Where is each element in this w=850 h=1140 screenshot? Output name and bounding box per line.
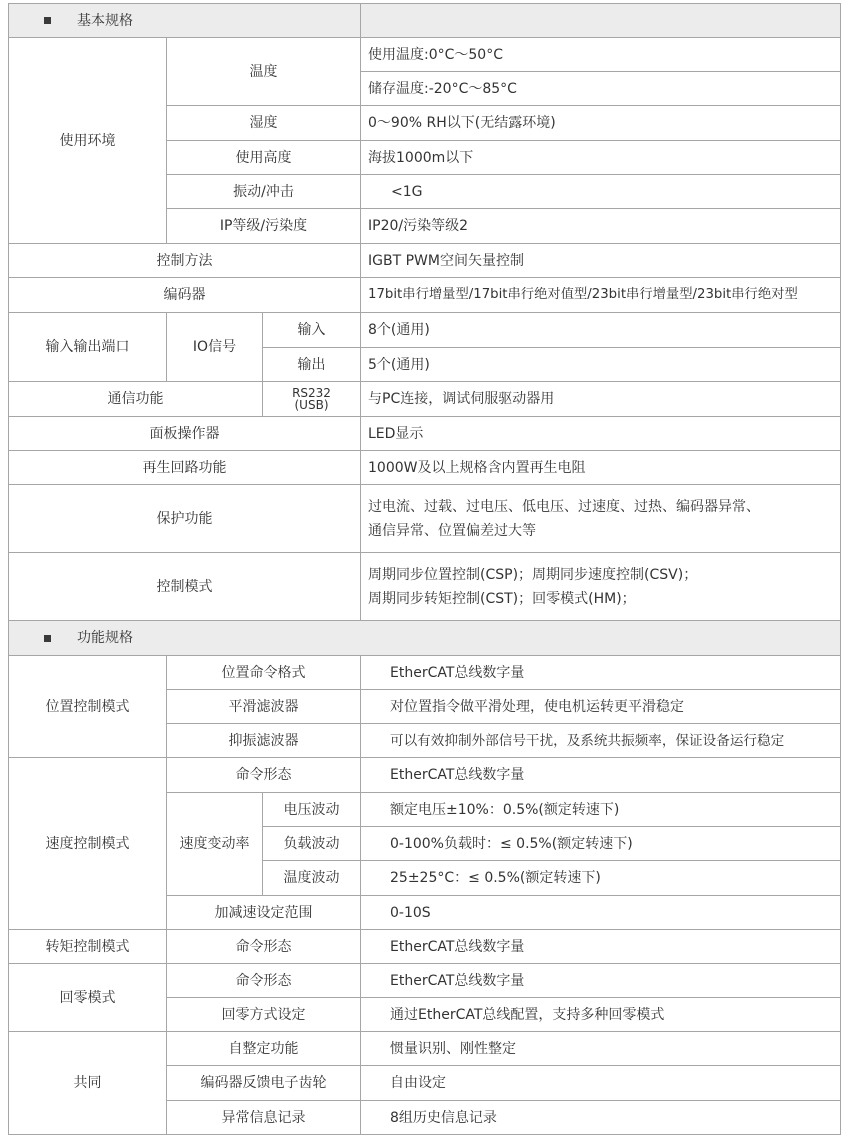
item-value-temp-use: 使用温度:0°C～50°C [360,37,841,72]
vibration-text: <1G [391,183,423,200]
item-value-ip: IP20/污染等级2 [360,208,841,244]
row-label-common: 共同 [8,1031,167,1135]
row-label-comm: 通信功能 [8,381,263,417]
row-label-mode: 控制模式 [8,552,361,621]
pos-cmd-label: 位置命令格式 [166,655,361,690]
protect-line1: 过电流、过载、过电压、低电压、过速度、过热、编码器异常、 [368,498,760,515]
io-output-value: 5个(通用) [360,347,841,382]
speed-var-label: 速度变动率 [166,792,263,896]
home-cmd-value: EtherCAT总线数字量 [360,963,841,998]
mode-line2: 周期同步转矩控制(CST)；回零模式(HM)； [368,590,636,607]
encoder-text: 17bit串行增量型/17bit串行绝对值型/23bit串行增量型/23bit串行绝对型 [368,287,798,302]
pos-smooth-value: 对位置指令做平滑处理，使电机运转更平滑稳定 [360,689,841,724]
square-bullet-icon [44,635,51,642]
common-alarm-label: 异常信息记录 [166,1100,361,1135]
row-label-regen: 再生回路功能 [8,450,361,485]
row-label-env: 使用环境 [8,37,167,244]
home-method-value: 通过EtherCAT总线配置，支持多种回零模式 [360,997,841,1032]
item-label-vibration: 振动/冲击 [166,174,361,209]
section-title: 功能规格 [77,630,133,646]
comm-port-label [262,381,361,417]
row-value-encoder [360,277,841,313]
section-header-blank [360,3,841,38]
square-bullet-icon [44,17,51,24]
item-value-altitude: 海拔1000m以下 [360,140,841,175]
speed-accel-label: 加减速设定范围 [166,895,361,930]
pos-smooth-label: 平滑滤波器 [166,689,361,724]
io-input-label: 输入 [262,312,361,348]
row-label-protect: 保护功能 [8,484,361,553]
section-header-basic [8,3,361,38]
row-value-mode [360,552,841,621]
common-alarm-value: 8组历史信息记录 [360,1100,841,1135]
section-title: 基本规格 [77,12,133,29]
common-gear-value: 自由设定 [360,1065,841,1101]
torque-cmd-value: EtherCAT总线数字量 [360,929,841,964]
item-value-temp-store: 储存温度:-20°C～85°C [360,71,841,106]
item-label-altitude: 使用高度 [166,140,361,175]
io-output-label: 输出 [262,347,361,382]
item-value-vibration [360,174,841,209]
speed-cmd-label: 命令形态 [166,757,361,793]
spec-table [8,3,841,1135]
pos-vib-value [360,723,841,758]
row-label-encoder: 编码器 [8,277,361,313]
common-autotune-value: 惯量识别、刚性整定 [360,1031,841,1066]
comm-port-line2: (USB) [294,398,329,412]
speed-volt-label: 电压波动 [262,792,361,827]
comm-port-line1: RS232 [292,386,331,400]
home-method-label: 回零方式设定 [166,997,361,1032]
speed-load-value: 0-100%负载时：≤ 0.5%(额定转速下) [360,826,841,861]
speed-temp-value: 25±25°C：≤ 0.5%(额定转速下) [360,860,841,896]
item-label-humidity: 湿度 [166,105,361,141]
row-label-io: 输入输出端口 [8,312,167,382]
common-autotune-label: 自整定功能 [166,1031,361,1066]
row-value-panel: LED显示 [360,416,841,451]
row-label-pos: 位置控制模式 [8,655,167,758]
speed-volt-value: 额定电压±10%：0.5%(额定转速下) [360,792,841,827]
row-label-control-method: 控制方法 [8,243,361,278]
io-input-value: 8个(通用) [360,312,841,348]
common-gear-label: 编码器反馈电子齿轮 [166,1065,361,1101]
row-label-home: 回零模式 [8,963,167,1032]
pos-vib-label: 抑振滤波器 [166,723,361,758]
protect-line2: 通信异常、位置偏差过大等 [368,522,536,539]
item-label-ip: IP等级/污染度 [166,208,361,244]
home-cmd-label: 命令形态 [166,963,361,998]
torque-cmd-label: 命令形态 [166,929,361,964]
speed-temp-label: 温度波动 [262,860,361,896]
item-label-temp: 温度 [166,37,361,106]
mode-line1: 周期同步位置控制(CSP)；周期同步速度控制(CSV)； [368,566,698,583]
row-label-speed: 速度控制模式 [8,757,167,930]
speed-load-label: 负载波动 [262,826,361,861]
pos-cmd-value: EtherCAT总线数字量 [360,655,841,690]
row-label-panel: 面板操作器 [8,416,361,451]
row-value-protect [360,484,841,553]
row-value-regen: 1000W及以上规格含内置再生电阻 [360,450,841,485]
section-header-func [8,620,841,656]
comm-value: 与PC连接，调试伺服驱动器用 [360,381,841,417]
item-value-humidity: 0～90% RH以下(无结露环境) [360,105,841,141]
row-value-control-method: IGBT PWM空间矢量控制 [360,243,841,278]
speed-accel-value: 0-10S [360,895,841,930]
pos-vib-text: 可以有效抑制外部信号干扰，及系统共振频率，保证设备运行稳定 [390,732,785,749]
speed-cmd-value: EtherCAT总线数字量 [360,757,841,793]
row-label-torque: 转矩控制模式 [8,929,167,964]
io-signal-label: IO信号 [166,312,263,382]
